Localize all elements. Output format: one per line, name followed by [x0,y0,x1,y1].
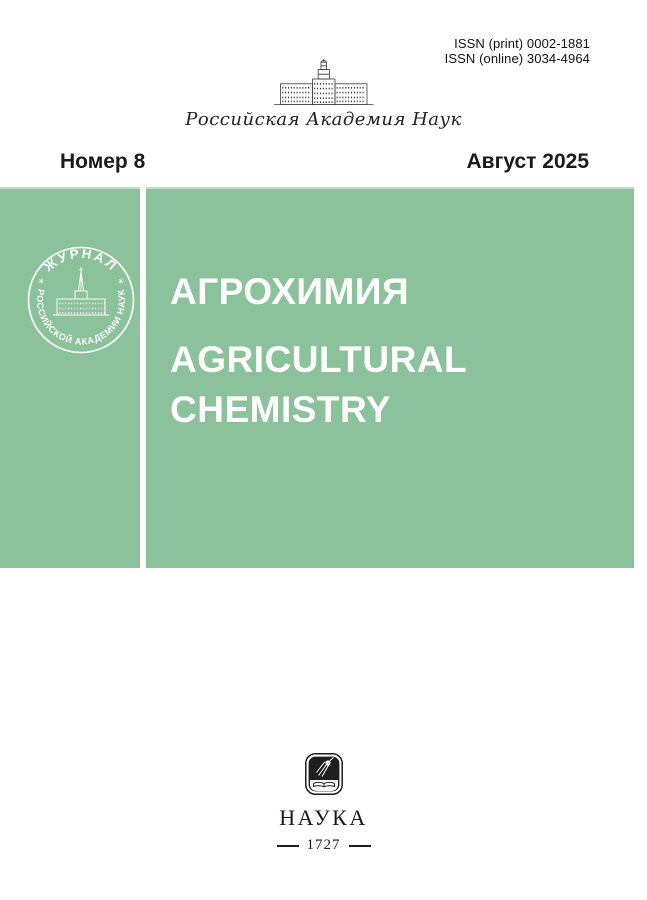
svg-text:РОССИЙСКОЙ АКАДЕМИИ НАУК [35,288,127,346]
seal-star-left: ✳ [37,276,45,286]
journal-title-en-line1: AGRICULTURAL [170,339,468,380]
issn-online: ISSN (online) 3034-4964 [444,51,590,66]
seal-star-right: ✳ [117,276,125,286]
academy-script-text: Российская Академия Наук [185,109,462,130]
journal-title-ru: АГРОХИМИЯ [170,271,410,312]
issn-print: ISSN (print) 0002-1881 [454,36,590,51]
seal-top-text: ЖУРНАЛ [41,245,121,275]
publisher-name: НАУКА [279,805,368,830]
issue-number: Номер 8 [60,150,146,173]
issue-date: Август 2025 [466,150,589,173]
cover-left-strip [0,187,140,568]
publisher-year-row [277,837,371,854]
publisher-year: 1727 [306,837,341,853]
journal-title-en [170,335,467,435]
cover-title-panel [146,187,634,568]
ras-logo [185,58,461,130]
nauka-logo-icon [305,753,343,800]
ras-building-icon [185,58,461,108]
seal-building-icon [53,267,109,315]
journal-title-en-line2: CHEMISTRY [170,389,392,430]
publisher-block [0,753,647,854]
issn-block [445,36,590,66]
year-rule-right [349,845,371,847]
seal-bottom-text: РОССИЙСКОЙ АКАДЕМИИ НАУК [34,288,128,347]
academy-journal-seal [23,242,139,363]
year-rule-left [277,845,299,847]
seal-emblem-icon [23,242,139,358]
